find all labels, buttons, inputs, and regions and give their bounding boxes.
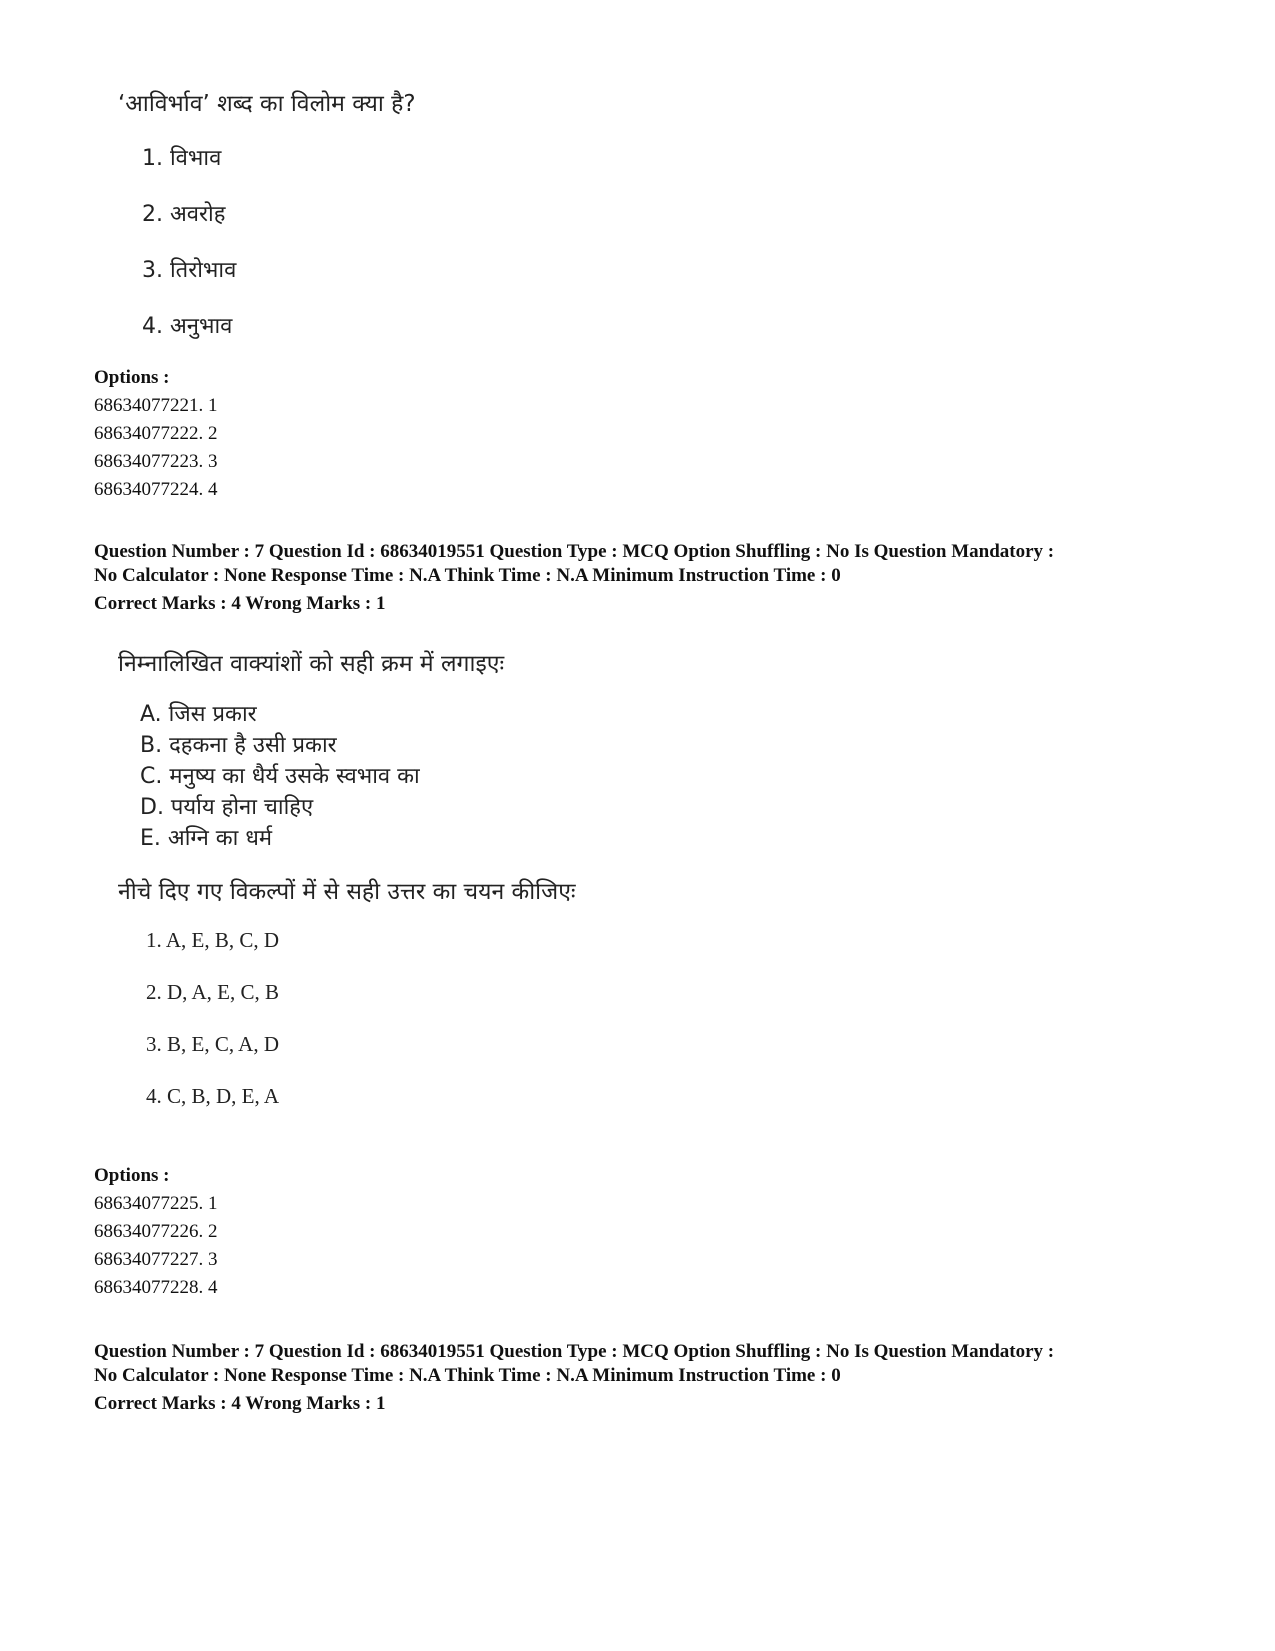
question-1-choice-3: 3. तिरोभाव (142, 258, 237, 283)
question-meta-1 (94, 540, 1054, 616)
question-2-image (118, 646, 1018, 1116)
question-2-instruction: नीचे दिए गए विकल्पों में से सही उत्तर का चयन कीजिएः (118, 879, 576, 905)
option-item: 68634077226. 2 (94, 1221, 218, 1242)
statement-b: B. दहकना है उसी प्रकार (140, 733, 337, 758)
option-item: 68634077224. 4 (94, 479, 218, 500)
statement-d: D. पर्याय होना चाहिए (140, 795, 314, 820)
question-marks: Correct Marks : 4 Wrong Marks : 1 (94, 593, 386, 614)
question-meta-line-2: No Calculator : None Response Time : N.A Think Time : N.A Minimum Instruction Time : 0 (94, 565, 841, 586)
question-1-choice-2: 2. अवरोह (142, 202, 226, 227)
question-meta-line-2: No Calculator : None Response Time : N.A Think Time : N.A Minimum Instruction Time : 0 (94, 1365, 841, 1386)
option-item: 68634077221. 1 (94, 395, 218, 416)
question-2-choice-4: 4. C, B, D, E, A (146, 1084, 280, 1108)
question-meta-line-1: Question Number : 7 Question Id : 68634019551 Question Type : MCQ Option Shuffling : No Is Question Mandatory : (94, 1341, 1055, 1362)
statement-c: C. मनुष्य का धैर्य उसके स्वभाव का (140, 764, 420, 789)
question-2-options (94, 1162, 218, 1302)
option-item: 68634077223. 3 (94, 451, 218, 472)
question-1-options (94, 364, 218, 504)
options-label: Options : (94, 367, 170, 388)
question-1-choice-4: 4. अनुभाव (142, 314, 233, 339)
question-2-choice-1: 1. A, E, B, C, D (146, 928, 280, 952)
question-1-stem: ‘आविर्भाव’ शब्द का विलोम क्या है? (118, 91, 416, 117)
question-meta-2 (94, 1340, 1054, 1416)
options-label: Options : (94, 1165, 170, 1186)
statement-e: E. अग्नि का धर्म (140, 826, 273, 851)
option-item: 68634077222. 2 (94, 423, 218, 444)
option-item: 68634077227. 3 (94, 1249, 218, 1270)
question-1-choice-1: 1. विभाव (142, 146, 222, 171)
option-item: 68634077228. 4 (94, 1277, 218, 1298)
question-2-choice-3: 3. B, E, C, A, D (146, 1032, 280, 1056)
question-1-image (118, 86, 1018, 356)
question-2-stem: निम्नालिखित वाक्यांशों को सही क्रम में लगाइएः (118, 651, 505, 677)
question-meta-line-1: Question Number : 7 Question Id : 68634019551 Question Type : MCQ Option Shuffling : No Is Question Mandatory : (94, 541, 1055, 562)
option-item: 68634077225. 1 (94, 1193, 218, 1214)
question-marks: Correct Marks : 4 Wrong Marks : 1 (94, 1393, 386, 1414)
statement-a: A. जिस प्रकार (140, 702, 257, 727)
question-2-choice-2: 2. D, A, E, C, B (146, 980, 280, 1004)
